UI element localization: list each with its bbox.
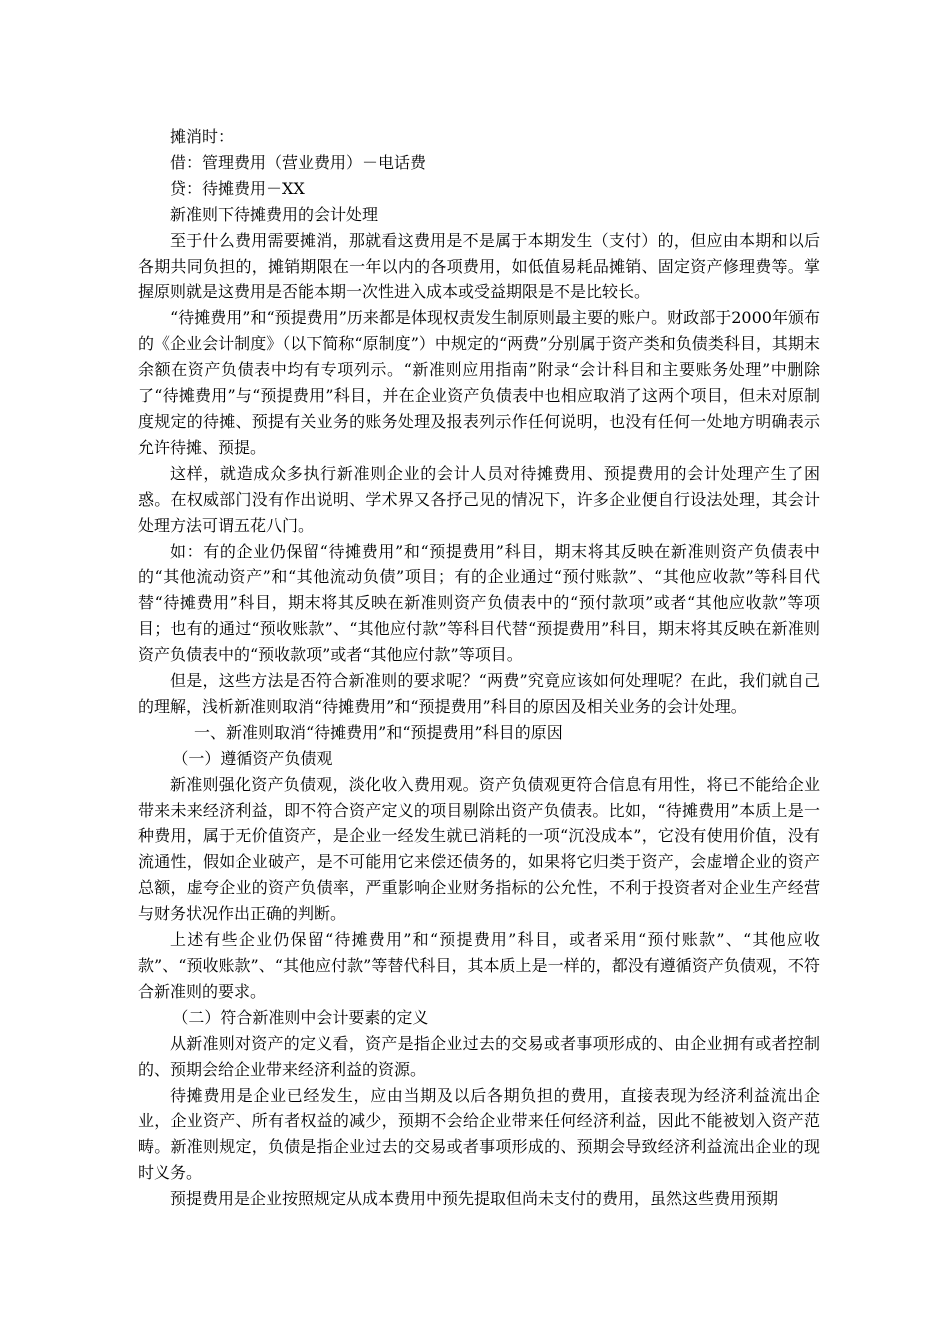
section-title-new-standard: 新准则下待摊费用的会计处理: [170, 204, 379, 224]
paragraph-accrual-accounts: “待摊费用”和“预提费用”历来都是体现权责发生制原则最主要的账户。财政部于2000年颁布的《企业会计制度》（以下简称“原制度”）中规定的“两费”分别属于资产类和负债类科目，其期末余额在资产负债表中均有专项列示。“新准则应用指南”附录“会计科目和主要账务处理”中删除了“待摊费用”与“预提费用”科目，并在企业资产负债表中也相应取消了这两个项目，但未对原制度规定的待摊、预提有关业务的账务处理及报表列示作任何说明，也没有任何一处地方明确表示允许待摊、预提。: [138, 308, 820, 457]
heading-subsection-2: （二）符合新准则中会计要素的定义: [172, 1007, 429, 1027]
paragraph-confusion: 这样，就造成众多执行新准则企业的会计人员对待摊费用、预提费用的会计处理产生了困惑。在权威部门没有作出说明、学术界又各抒己见的情况下，许多企业便自行设法处理，其会计处理方法可谓五花八门。: [138, 463, 820, 535]
paragraph-amortization-principle: 至于什么费用需要摊消，那就看这费用是不是属于本期发生（支付）的，但应由本期和以后各期共同负担的，摊销期限在一年以内的各项费用，如低值易耗品摊销、固定资产修理费等。掌握原则就是这费用是否能本期一次性进入成本或受益期限是不是比较长。: [138, 230, 820, 302]
paragraph-examples: 如：有的企业仍保留“待摊费用”和“预提费用”科目，期末将其反映在新准则资产负债表中的“其他流动资产”和“其他流动负债”项目；有的企业通过“预付账款”、“其他应收款”等科目代替“待摊费用”科目，期末将其反映在新准则资产负债表中的“预付款项”或者“其他应收款”等项目；也有的通过“预收账款”、“其他应付款”等科目代替“预提费用”科目，期末将其反映在新准则资产负债表中的“预收款项”或者“其他应付款”等项目。: [138, 541, 820, 665]
paragraph-accrued-expense: 预提费用是企业按照规定从成本费用中预先提取但尚未支付的费用，虽然这些费用预期: [170, 1189, 779, 1209]
paragraph-substitute-accounts: 上述有些企业仍保留“待摊费用”和“预提费用”科目，或者采用“预付账款”、“其他应收款”、“预收账款”、“其他应付款”等替代科目，其本质上是一样的，都没有遵循资产负债观，不符合新准则的要求。: [138, 930, 820, 1001]
paragraph-credit-entry: 贷：待摊费用－XX: [170, 178, 305, 198]
paragraph-question: 但是，这些方法是否符合新准则的要求呢？“两费”究竟应该如何处理呢？在此，我们就自己的理解，浅析新准则取消“待摊费用”和“预提费用”科目的原因及相关业务的会计处理。: [138, 671, 820, 716]
heading-section-1: 一、新准则取消“待摊费用”和“预提费用”科目的原因: [194, 722, 563, 742]
paragraph-balance-sheet-view: 新准则强化资产负债观，淡化收入费用观。资产负债观更符合信息有用性，将已不能给企业带来未来经济利益，即不符合资产定义的项目剔除出资产负债表。比如，“待摊费用”本质上是一种费用，属于无价值资产，是企业一经发生就已消耗的一项“沉没成本”，它没有使用价值，没有流通性，假如企业破产，是不可能用它来偿还债务的，如果将它归类于资产，会虚增企业的资产总额，虚夸企业的资产负债率，严重影响企业财务指标的公允性，不利于投资者对企业生产经营与财务状况作出正确的判断。: [138, 774, 820, 924]
paragraph-amortize-time: 摊消时：: [170, 127, 235, 146]
paragraph-asset-definition: 从新准则对资产的定义看，资产是指企业过去的交易或者事项形成的、由企业拥有或者控制的、预期会给企业带来经济利益的资源。: [138, 1033, 820, 1079]
paragraph-debit-entry: 借：管理费用（营业费用）－电话费: [170, 152, 427, 172]
heading-subsection-1: （一）遵循资产负债观: [172, 748, 333, 768]
paragraph-deferred-expense: 待摊费用是企业已经发生，应由当期及以后各期负担的费用，直接表现为经济利益流出企业，企业资产、所有者权益的减少，预期不会给企业带来任何经济利益，因此不能被划入资产范畴。新准则规定，负债是指企业过去的交易或者事项形成的、预期会导致经济利益流出企业的现时义务。: [138, 1085, 820, 1183]
document-body: [138, 124, 820, 1212]
